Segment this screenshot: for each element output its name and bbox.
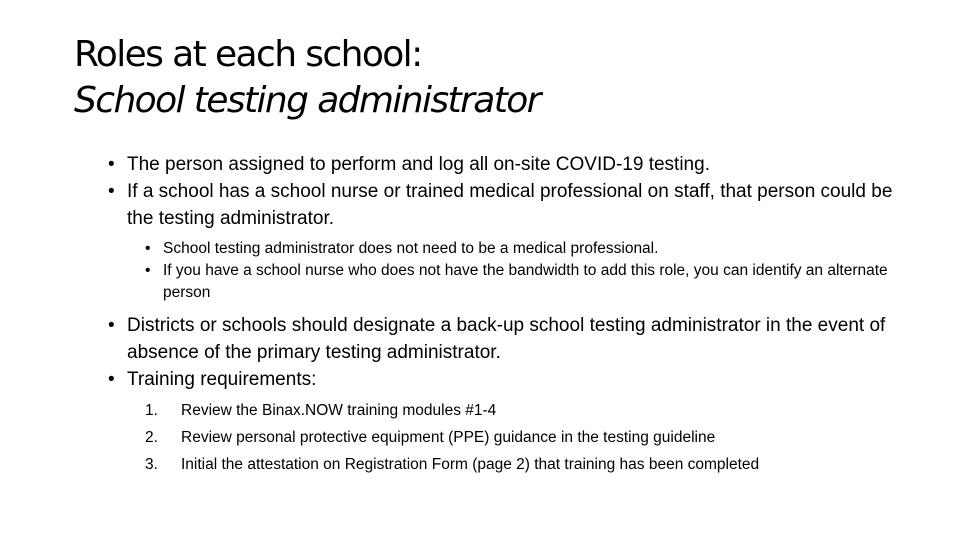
step-text: Review the Binax.NOW training modules #1-4 [181,402,497,419]
title-line-1: Roles at each school: [74,34,422,75]
sub-list-item [108,238,908,260]
step-number: 3. [145,456,158,473]
list-item-text: The person assigned to perform and log all on-site COVID-19 testing. [127,154,710,175]
list-item-text: If a school has a school nurse or trained medical professional on staff, that person could be the testing administrator. [127,181,893,229]
bullet-list [108,151,908,478]
bullet-dot-icon: • [108,181,115,202]
sub-list-item-text: School testing administrator does not need to be a medical professional. [163,240,659,257]
sub-list-item [108,260,908,304]
bullet-dot-icon: • [108,315,115,336]
numbered-step [108,424,908,451]
bullet-dot-icon: • [108,369,115,390]
bullet-dot-icon: • [145,262,151,279]
step-text: Initial the attestation on Registration Form (page 2) that training has been completed [181,456,760,473]
list-item-text: Training requirements: [127,369,317,390]
step-number: 1. [145,402,158,419]
list-item [108,178,908,232]
numbered-step [108,451,908,478]
numbered-step [108,397,908,424]
step-text: Review personal protective equipment (PPE) guidance in the testing guideline [181,429,716,446]
step-number: 2. [145,429,158,446]
list-item [108,366,908,393]
bullet-dot-icon: • [145,240,151,257]
list-item [108,151,908,178]
title-line-2-italic: School testing administrator [74,80,540,121]
list-item-text: Districts or schools should designate a back-up school testing administrator in the event of absence of the primary testing administrator. [127,315,886,363]
list-item [108,312,908,366]
bullet-dot-icon: • [108,154,115,175]
slide-title [74,32,934,124]
sub-list-item-text: If you have a school nurse who does not have the bandwidth to add this role, you can identify an alternate person [163,262,888,301]
